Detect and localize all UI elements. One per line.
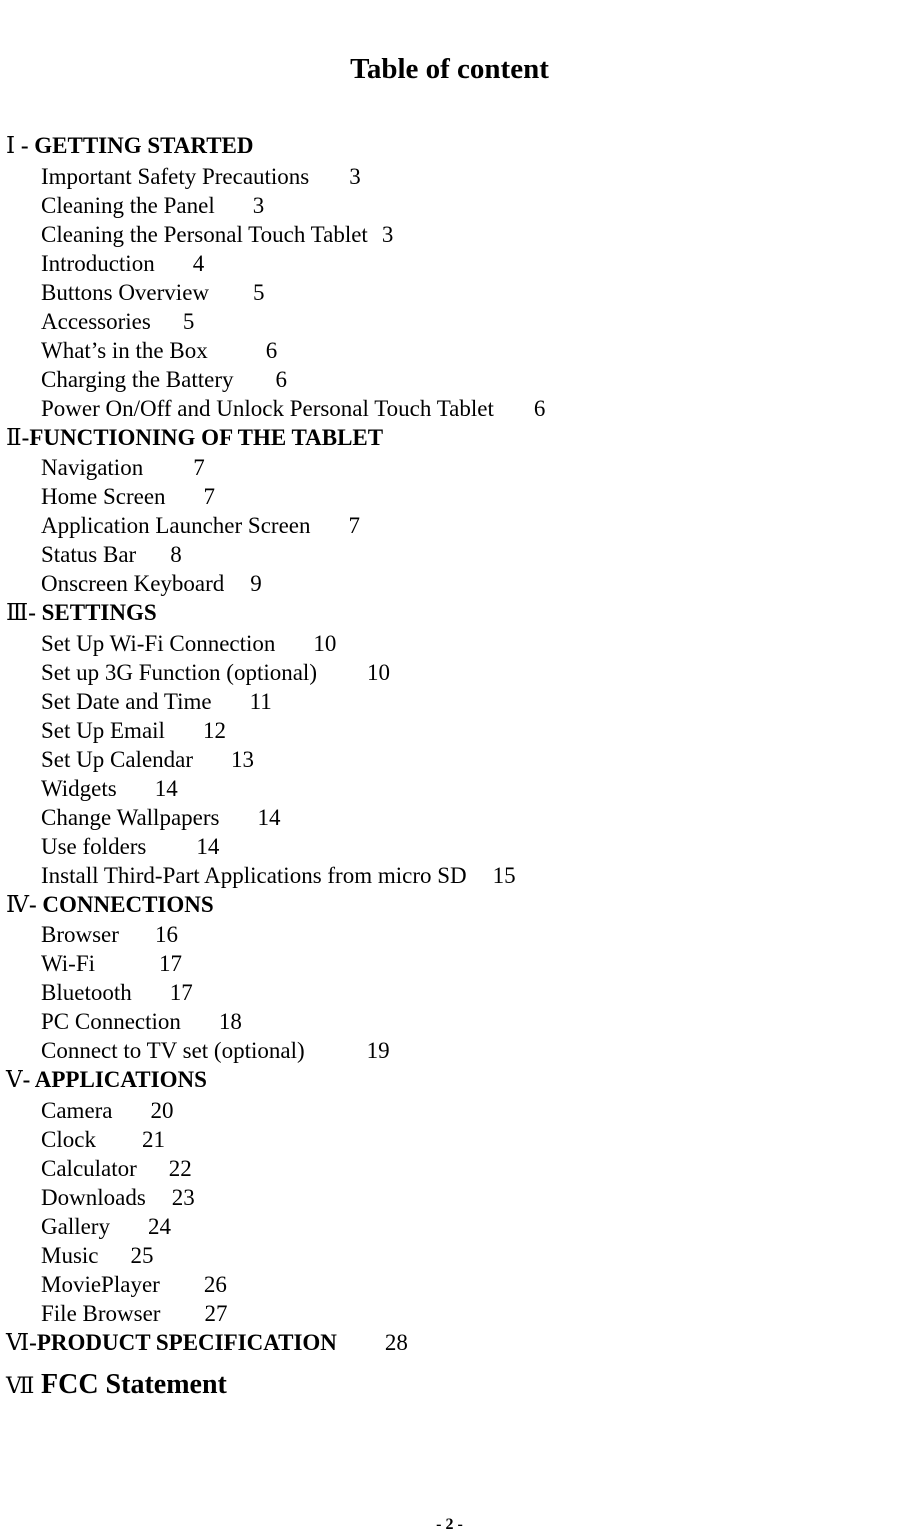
toc-entry	[0, 278, 899, 307]
toc-entry-page: 14	[196, 833, 220, 859]
toc-entry	[0, 453, 899, 482]
toc-entry-label: Downloads	[41, 1184, 146, 1210]
toc-entry	[0, 162, 899, 191]
toc-entry	[0, 365, 899, 394]
toc-entry	[0, 1299, 899, 1328]
section-numeral: Ⅳ	[6, 891, 29, 917]
section-title: GETTING STARTED	[34, 133, 254, 158]
section-title: APPLICATIONS	[34, 1067, 207, 1092]
section-heading	[0, 423, 899, 454]
toc-entry-label: Wi-Fi	[41, 951, 96, 976]
toc-entry-label: Onscreen Keyboard	[41, 571, 225, 596]
toc-entry	[0, 1154, 899, 1183]
toc-entry-page: 13	[231, 746, 255, 772]
toc-entry-page: 9	[250, 571, 262, 596]
toc-entry-label: Application Launcher Screen	[41, 513, 311, 538]
toc-entry-label: Introduction	[41, 250, 155, 276]
toc-entry-page: 3	[349, 163, 361, 189]
toc-entry-page: 14	[154, 775, 178, 801]
toc-entry-page: 8	[170, 542, 182, 567]
toc-entry	[0, 687, 899, 716]
toc-entry	[0, 658, 899, 687]
toc-entry-label: Music	[41, 1242, 99, 1268]
toc-entry-label: Connect to TV set (optional)	[41, 1038, 305, 1063]
section-separator: -	[15, 133, 35, 158]
toc-entry-page: 23	[171, 1184, 195, 1210]
toc-entry	[0, 220, 899, 249]
toc-entry-label: Set Date and Time	[41, 688, 212, 714]
toc-entry-page: 19	[366, 1038, 390, 1063]
toc-entry-label: File Browser	[41, 1300, 161, 1326]
toc-entry	[0, 803, 899, 832]
toc-entry-page: 15	[492, 862, 516, 888]
toc-entry	[0, 629, 899, 658]
section-title: CONNECTIONS	[42, 891, 214, 917]
toc-entry-label: Home Screen	[41, 484, 166, 509]
toc-entry	[0, 540, 899, 569]
toc-entry-label: Clock	[41, 1126, 96, 1152]
toc-entry	[0, 1036, 899, 1065]
toc-entry-page: 27	[204, 1300, 228, 1326]
toc-entry	[0, 569, 899, 598]
toc-entry-label: Status Bar	[41, 542, 137, 567]
toc-entry-page: 16	[154, 922, 178, 947]
toc-entry-label: Gallery	[41, 1213, 110, 1239]
toc-entry-label: Charging the Battery	[41, 366, 234, 392]
toc-entry	[0, 745, 899, 774]
toc-entry-page: 6	[533, 395, 546, 421]
toc-entry	[0, 861, 899, 890]
toc-entry-page: 12	[202, 717, 226, 743]
toc-entry-page: 22	[168, 1155, 192, 1181]
toc-entry	[0, 978, 899, 1007]
toc-entry-page: 17	[169, 980, 193, 1005]
section-separator: -	[22, 1067, 35, 1092]
toc-entry-page: 10	[366, 659, 390, 685]
section-separator: -	[29, 1329, 37, 1355]
toc-entry-label: Bluetooth	[41, 980, 132, 1005]
toc-entry	[0, 1007, 899, 1036]
section-title: FCC Statement	[41, 1369, 227, 1400]
section-page-number: 28	[384, 1329, 408, 1355]
toc-entry	[0, 1212, 899, 1241]
toc-entry-page: 6	[275, 366, 287, 392]
toc-entry-label: Browser	[41, 922, 119, 947]
section-numeral: Ⅱ	[6, 424, 22, 450]
toc-entry-page: 26	[203, 1271, 227, 1297]
toc-entry-label: Calculator	[41, 1155, 137, 1181]
toc-entry-page: 20	[150, 1097, 174, 1123]
toc-entry	[0, 336, 899, 365]
toc-entry-label: Camera	[41, 1097, 113, 1123]
toc-entry-label: MoviePlayer	[41, 1271, 160, 1297]
section-numeral: Ⅴ	[6, 1067, 23, 1092]
toc-entry-page: 3	[381, 221, 394, 247]
toc-entry	[0, 1096, 899, 1125]
toc-entry-page: 11	[249, 688, 272, 714]
section-numeral: Ⅰ	[6, 133, 16, 158]
toc-entry-label: Set Up Email	[41, 717, 165, 743]
toc-entry	[0, 832, 899, 861]
toc-entry	[0, 1270, 899, 1299]
section-separator: -	[28, 891, 43, 917]
toc-entry	[0, 1241, 899, 1270]
toc-entry-label: Change Wallpapers	[41, 804, 220, 830]
toc-entry	[0, 716, 899, 745]
toc-entry-label: What’s in the Box	[41, 337, 208, 363]
toc-entry-page: 10	[313, 630, 337, 656]
section-title: FUNCTIONING OF THE TABLET	[29, 424, 384, 450]
toc-entry-page: 7	[348, 513, 360, 538]
toc-entry-page: 4	[192, 250, 205, 276]
toc-entry-page: 5	[182, 308, 195, 334]
page-number-footer: - 2 -	[436, 1516, 463, 1533]
toc-entry-label: Cleaning the Personal Touch Tablet	[41, 221, 368, 247]
section-numeral: Ⅲ	[6, 600, 29, 625]
toc-entry-page: 24	[147, 1213, 171, 1239]
section-heading	[0, 1328, 899, 1359]
toc-entry	[0, 249, 899, 278]
toc-entry-label: Important Safety Precautions	[41, 163, 310, 189]
section-numeral: Ⅵ	[6, 1329, 30, 1355]
toc-entry	[0, 949, 899, 978]
toc-entry-label: Cleaning the Panel	[41, 192, 215, 218]
toc-entry-label: Set Up Wi-Fi Connection	[41, 630, 276, 656]
toc-entry-page: 7	[193, 455, 205, 480]
toc-entry-label: Set Up Calendar	[41, 746, 194, 772]
section-heading	[0, 890, 899, 921]
section-title: SETTINGS	[41, 600, 157, 625]
toc-entry-page: 25	[130, 1242, 154, 1268]
toc-entry	[0, 511, 899, 540]
toc-entry-page: 18	[218, 1009, 242, 1034]
page-title: Table of content	[350, 53, 549, 85]
toc-entry-label: Navigation	[41, 455, 144, 480]
toc-entry-label: PC Connection	[41, 1009, 181, 1034]
section-separator: -	[28, 600, 42, 625]
section-heading	[0, 1065, 899, 1096]
toc-entry	[0, 482, 899, 511]
section-separator: -	[21, 424, 30, 450]
toc-entry	[0, 1183, 899, 1212]
toc-entry-page: 6	[265, 337, 278, 363]
toc-entry	[0, 307, 899, 336]
section-heading	[0, 598, 899, 629]
toc-entry-label: Use folders	[41, 833, 147, 859]
toc-entry-label: Accessories	[41, 308, 151, 334]
section-heading	[0, 131, 899, 162]
table-of-contents	[0, 131, 899, 1406]
toc-entry-page: 3	[252, 192, 265, 218]
toc-entry-page: 5	[253, 279, 265, 305]
toc-entry-page: 17	[159, 951, 183, 976]
section-title: PRODUCT SPECIFICATION	[36, 1329, 337, 1355]
toc-entry-label: Install Third-Part Applications from micro SD	[41, 862, 467, 888]
toc-entry	[0, 394, 899, 423]
toc-entry-page: 21	[141, 1126, 165, 1152]
fcc-statement-heading	[0, 1364, 899, 1406]
toc-entry-label: Power On/Off and Unlock Personal Touch Tablet	[41, 395, 494, 421]
toc-entry	[0, 920, 899, 949]
section-numeral: Ⅶ	[6, 1373, 35, 1398]
toc-entry	[0, 1125, 899, 1154]
toc-entry-label: Set up 3G Function (optional)	[41, 659, 317, 685]
toc-entry-label: Widgets	[41, 775, 117, 801]
toc-entry-label: Buttons Overview	[41, 279, 210, 305]
toc-entry-page: 14	[257, 804, 281, 830]
toc-entry	[0, 191, 899, 220]
toc-entry-page: 7	[203, 484, 216, 509]
toc-entry	[0, 774, 899, 803]
